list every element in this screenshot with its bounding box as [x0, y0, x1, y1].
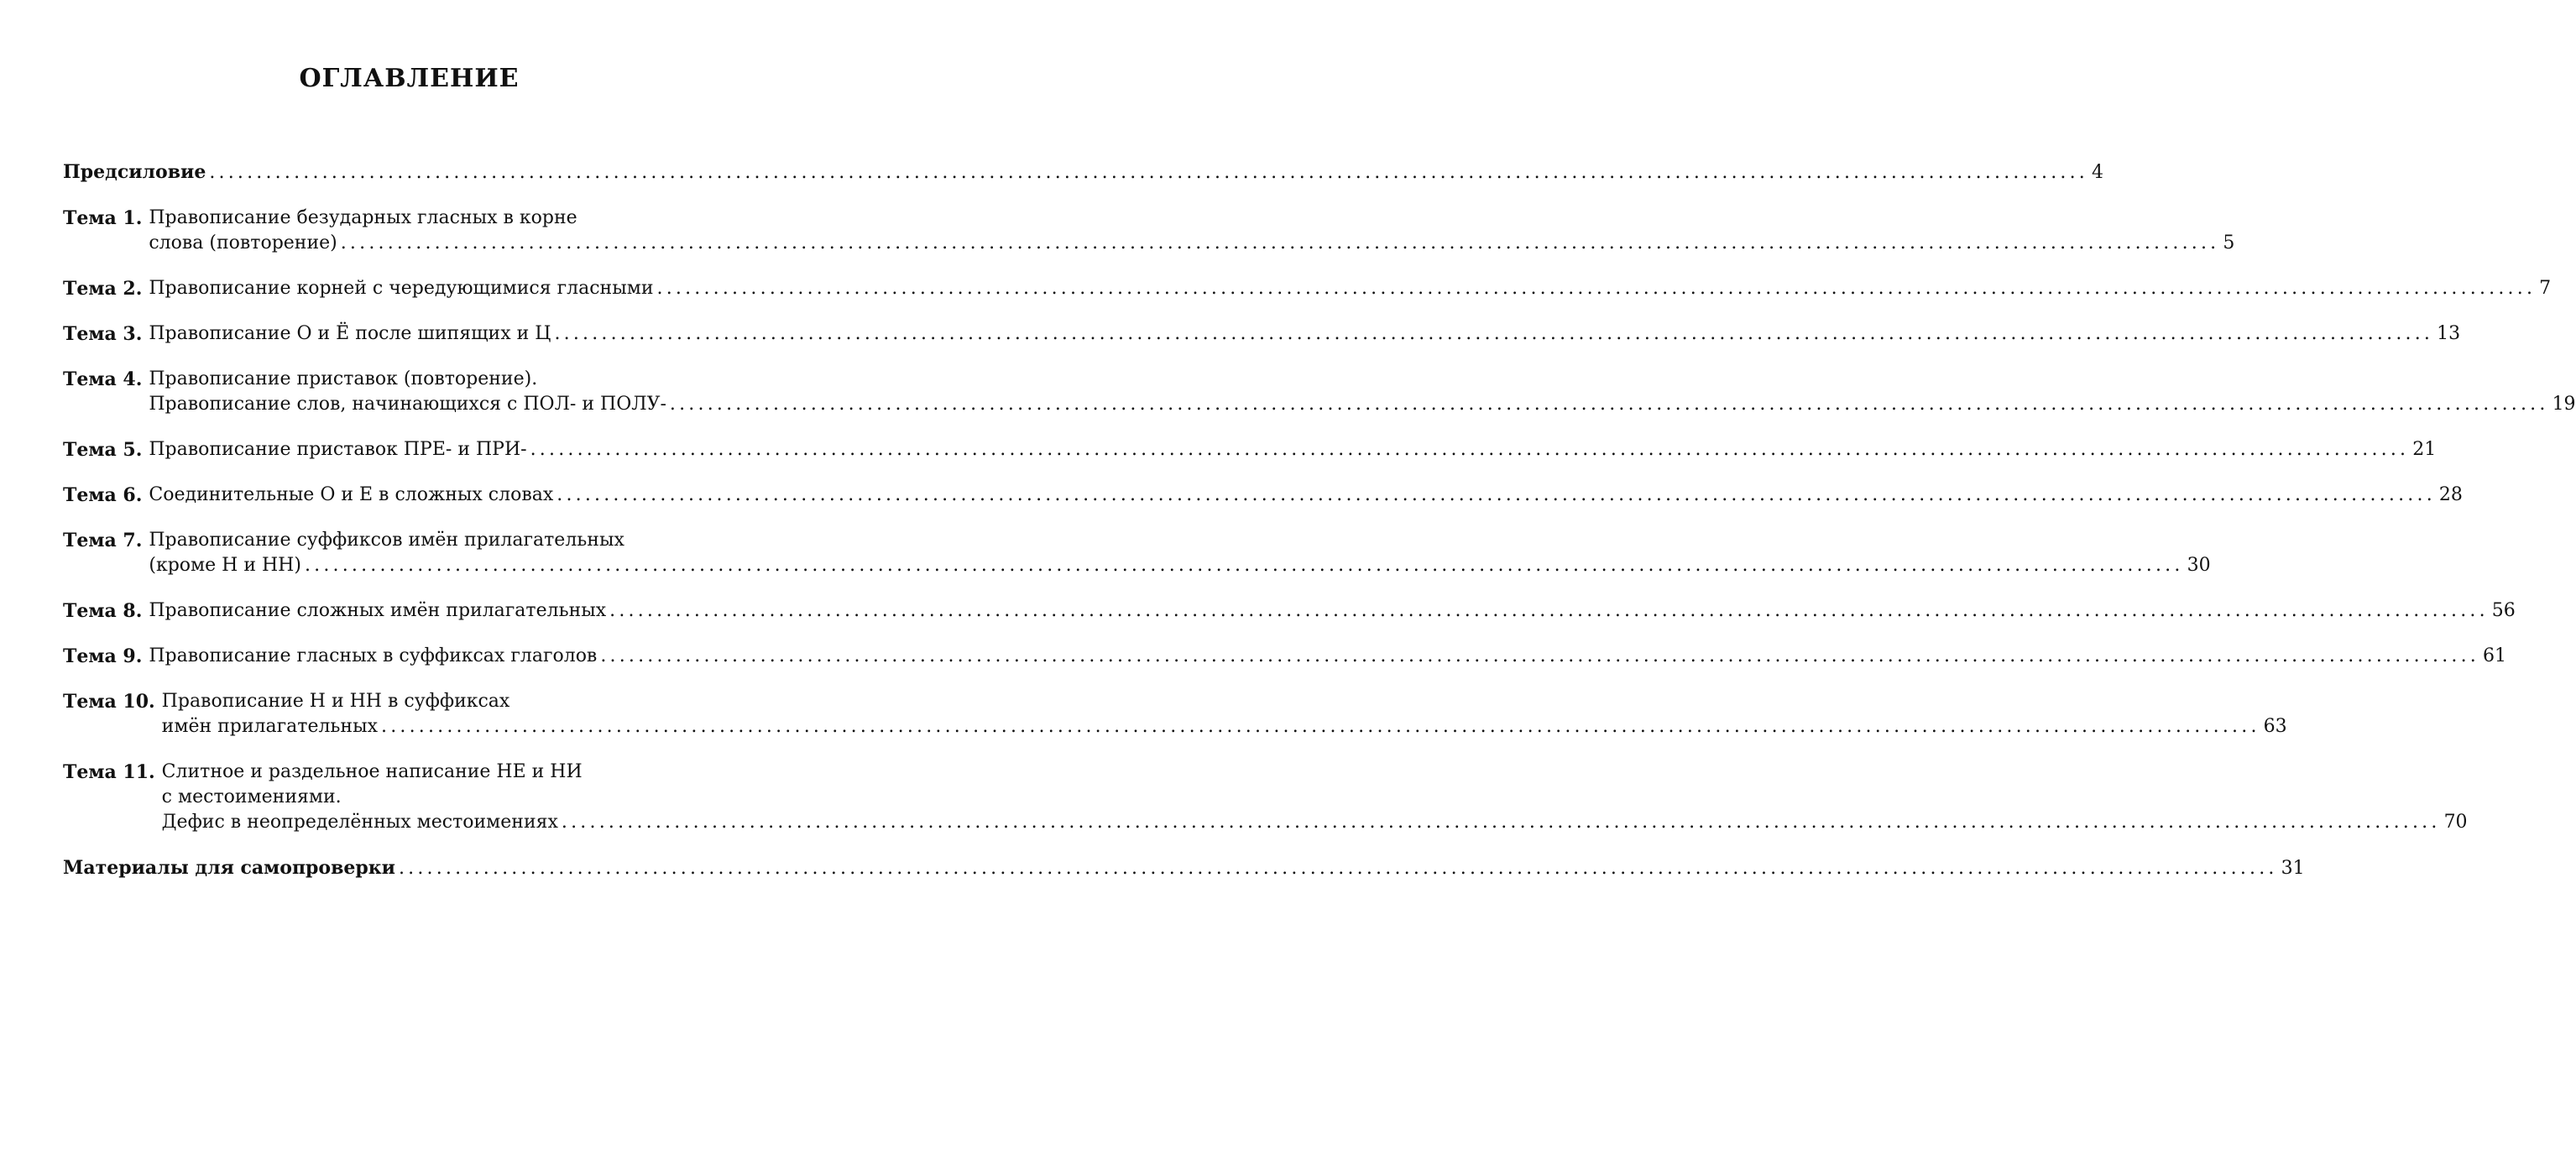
dot-leader: ........................................................................................................................................................................................................: [381, 716, 2260, 737]
toc-entry-preface[interactable]: [63, 159, 2103, 185]
toc-entry-label: Тема 2.: [63, 278, 143, 300]
toc-entry-line: Правописание О и Ё после шипящих и Ц: [149, 323, 551, 344]
toc-entry-topic-7[interactable]: [63, 528, 2211, 578]
toc-entry-topic-9[interactable]: [63, 644, 2506, 669]
dot-leader: ........................................................................................................................................................................................................: [398, 858, 2278, 879]
toc-entry-topic-10[interactable]: [63, 689, 2287, 739]
dot-leader: ........................................................................................................................................................................................................: [304, 555, 2184, 576]
toc-page-number: 21: [2412, 439, 2437, 460]
toc-entry-topic-5[interactable]: [63, 437, 2437, 462]
toc-entry-topic-8[interactable]: [63, 598, 2516, 624]
toc-entry-line: Правописание слов, начинающихся с ПОЛ- и ПОЛУ-: [149, 394, 666, 415]
toc-entry-title: Материалы для самопроверки: [63, 857, 395, 879]
toc-entry-label: Тема 6.: [63, 484, 143, 506]
toc-entry-label: Тема 5.: [63, 439, 143, 461]
toc-entry-label: Тема 11.: [63, 761, 155, 783]
toc-page-number: 56: [2491, 600, 2516, 621]
toc-entry-line: слова (повторение): [149, 232, 337, 253]
dot-leader: ........................................................................................................................................................................................................: [561, 812, 2441, 833]
dot-leader: ........................................................................................................................................................................................................: [554, 323, 2434, 344]
dot-leader: ........................................................................................................................................................................................................: [530, 439, 2410, 460]
toc-page-number: 4: [2091, 162, 2103, 183]
toc-entry-label: Тема 9.: [63, 645, 143, 667]
toc-entry-topic-4[interactable]: [63, 367, 2576, 417]
toc-page-number: 30: [2187, 555, 2211, 576]
toc-entry-line: Правописание безударных гласных в корне: [149, 207, 577, 228]
toc-entry-line: Правописание суффиксов имён прилагательных: [149, 530, 624, 551]
dot-leader: ........................................................................................................................................................................................................: [556, 484, 2436, 505]
dot-leader: ........................................................................................................................................................................................................: [209, 162, 2088, 183]
toc-entry-line: Правописание Н и НН в суффиксах: [161, 691, 510, 712]
dot-leader: ........................................................................................................................................................................................................: [600, 645, 2479, 666]
toc-entry-line: имён прилагательных: [161, 716, 378, 737]
toc-page-number: 63: [2263, 716, 2287, 737]
toc-entry-line: Правописание сложных имён прилагательных: [149, 600, 607, 621]
toc-entry-line: Соединительные О и Е в сложных словах: [149, 484, 554, 505]
dot-leader: ........................................................................................................................................................................................................: [656, 278, 2537, 299]
toc-entry-self-check[interactable]: [63, 855, 2305, 881]
toc-entry-line: Правописание гласных в суффиксах глаголов: [149, 645, 598, 666]
toc-entry-title: Предсиловие: [63, 161, 206, 183]
toc-entry-topic-6[interactable]: [63, 483, 2463, 508]
toc-page-number: 28: [2438, 484, 2463, 505]
toc-page-number: 5: [2223, 232, 2235, 253]
toc-entry-topic-3[interactable]: [63, 321, 2461, 347]
toc-entry-topic-2[interactable]: [63, 276, 2552, 301]
toc-entry-line: Правописание приставок (повторение).: [149, 368, 538, 389]
toc-page-number: 70: [2443, 812, 2468, 833]
toc-entry-line: Правописание корней с чередующимися гласными: [149, 278, 654, 299]
toc-page-number: 13: [2437, 323, 2461, 344]
toc-entry-label: Тема 3.: [63, 323, 143, 345]
toc-page-number: 61: [2482, 645, 2506, 666]
toc-entry-line: с местоимениями.: [161, 786, 342, 807]
toc-entry-line: Дефис в неопределённых местоимениях: [161, 812, 558, 833]
toc-entry-line: Слитное и раздельное написание НЕ и НИ: [161, 761, 583, 782]
toc-entry-topic-1[interactable]: [63, 206, 2235, 256]
toc-page-number: 7: [2539, 278, 2552, 299]
toc-entry-label: Тема 7.: [63, 530, 143, 551]
toc-entry-topic-11[interactable]: [63, 760, 2468, 835]
toc-entry-label: Тема 1.: [63, 207, 143, 229]
dot-leader: ........................................................................................................................................................................................................: [340, 232, 2220, 253]
toc-entry-line: Правописание приставок ПРЕ- и ПРИ-: [149, 439, 527, 460]
table-of-contents: [63, 159, 2576, 901]
page-title: ОГЛАВЛЕНИЕ: [299, 64, 520, 93]
toc-entry-line: (кроме Н и НН): [149, 555, 301, 576]
toc-page-number: 31: [2281, 858, 2305, 879]
toc-entry-label: Тема 10.: [63, 691, 155, 713]
dot-leader: ........................................................................................................................................................................................................: [609, 600, 2489, 621]
toc-entry-label: Тема 4.: [63, 368, 143, 390]
toc-entry-label: Тема 8.: [63, 600, 143, 622]
dot-leader: ........................................................................................................................................................................................................: [669, 394, 2549, 415]
toc-page-number: 19: [2552, 394, 2576, 415]
